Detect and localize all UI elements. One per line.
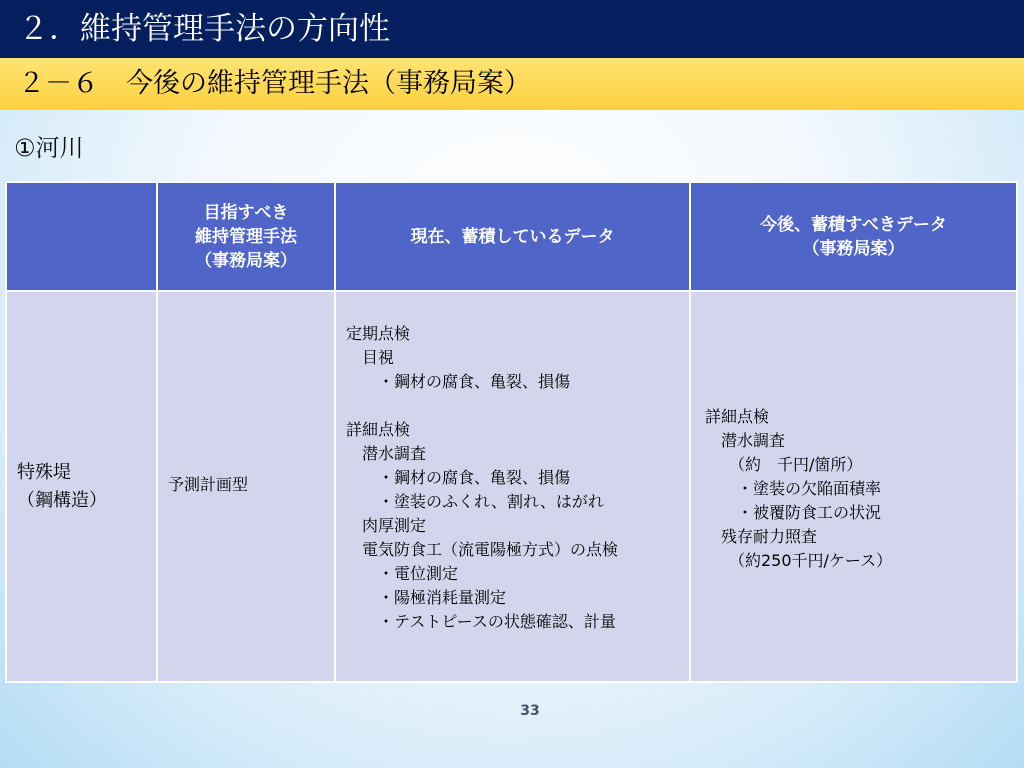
header-line: 今後、蓄積すべきデータ bbox=[760, 214, 947, 235]
category-line: （鋼構造） bbox=[17, 489, 107, 511]
header-line: （事務局案） bbox=[195, 250, 297, 271]
method-cell bbox=[157, 291, 335, 682]
method-text: 予測計画型 bbox=[168, 474, 249, 494]
maintenance-table bbox=[5, 181, 1018, 683]
data-line: 潜水調査 bbox=[346, 444, 427, 463]
data-line: 目視 bbox=[346, 348, 395, 367]
data-line: ・鋼材の腐食、亀裂、損傷 bbox=[346, 468, 571, 487]
table-header-row bbox=[6, 182, 1017, 291]
future-data-cell bbox=[690, 291, 1017, 682]
data-line: （約250千円/ケース） bbox=[705, 551, 893, 570]
header-line: 目指すべき bbox=[203, 202, 289, 223]
header-cell-category bbox=[6, 182, 157, 291]
data-line: 定期点検 bbox=[346, 324, 411, 343]
slide-title: ２．維持管理手法の方向性 bbox=[0, 0, 1024, 58]
data-line: 潜水調査 bbox=[705, 431, 786, 450]
data-line: ・電位測定 bbox=[346, 564, 459, 583]
header-cell-current-data: 現在、蓄積しているデータ bbox=[335, 182, 690, 291]
data-line: ・テストピースの状態確認、計量 bbox=[346, 612, 616, 631]
data-line: 詳細点検 bbox=[346, 420, 411, 439]
data-line: ・塗装のふくれ、割れ、はがれ bbox=[346, 492, 604, 511]
data-line: ・鋼材の腐食、亀裂、損傷 bbox=[346, 372, 571, 391]
header-line: 維持管理手法 bbox=[195, 226, 297, 247]
data-line-blank bbox=[346, 394, 689, 418]
page-number: 33 bbox=[520, 703, 540, 719]
data-line: 残存耐力照査 bbox=[705, 527, 818, 546]
data-line: 肉厚測定 bbox=[346, 516, 427, 535]
data-line: ・塗装の欠陥面積率 bbox=[705, 479, 882, 498]
slide-subtitle: ２－６ 今後の維持管理手法（事務局案） bbox=[0, 58, 1024, 110]
data-line: ・陽極消耗量測定 bbox=[346, 588, 507, 607]
data-line: 電気防食工（流電陽極方式）の点検 bbox=[346, 540, 619, 559]
section-label: ①河川 bbox=[14, 134, 84, 162]
header-cell-target-method bbox=[157, 182, 335, 291]
header-cell-future-data bbox=[690, 182, 1017, 291]
data-line: 詳細点検 bbox=[705, 407, 770, 426]
data-line: （約 千円/箇所） bbox=[705, 455, 863, 474]
data-line: ・被覆防食工の状況 bbox=[705, 503, 882, 522]
table-row bbox=[6, 291, 1017, 682]
category-line: 特殊堤 bbox=[17, 461, 71, 483]
category-cell bbox=[6, 291, 157, 682]
header-line: （事務局案） bbox=[802, 238, 905, 259]
current-data-cell bbox=[335, 291, 690, 682]
